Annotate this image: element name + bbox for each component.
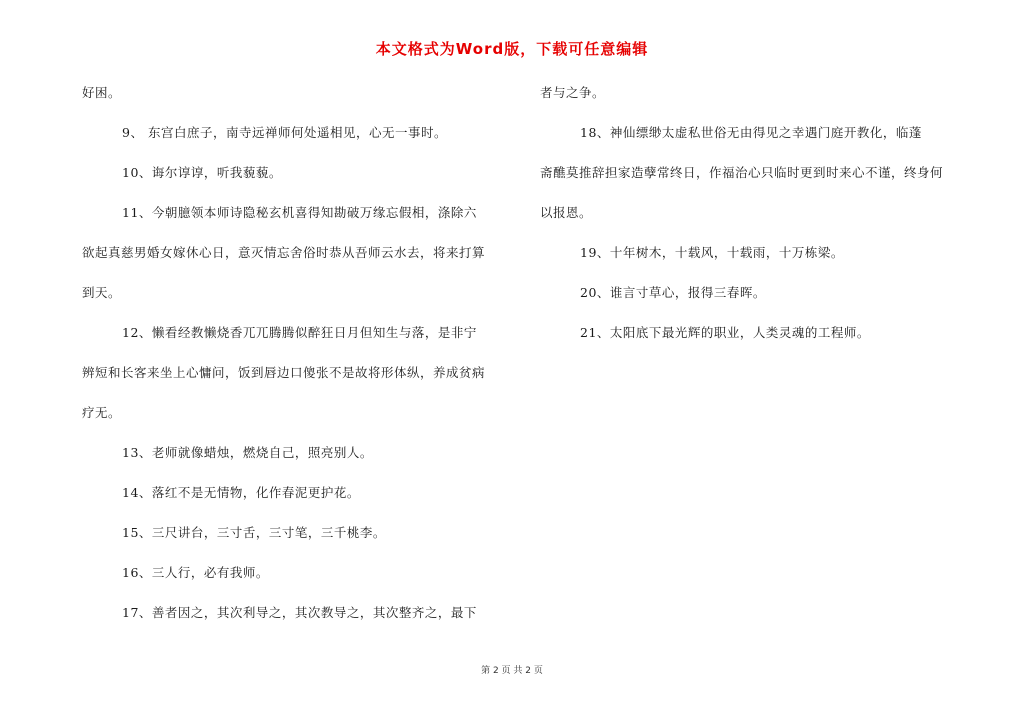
text-line [540,123,960,163]
text-line [540,243,960,283]
text-line [82,203,512,243]
item-number: 15、 [122,525,152,540]
line-text: 东宫白庶子，南寺远禅师何处遥相见，心无一事时。 [148,125,448,140]
item-number: 19、 [580,245,610,260]
text-line [82,83,512,123]
right-column [540,83,960,363]
text-line [82,483,512,523]
line-text: 以报恩。 [540,205,593,220]
line-text: 落红不是无情物，化作春泥更护花。 [151,485,360,500]
line-text: 疗无。 [82,405,122,420]
item-number: 12、 [122,325,152,340]
item-number: 9、 [122,125,144,140]
line-text: 老师就像蜡烛，燃烧自己，照亮别人。 [151,445,373,460]
text-line [82,523,512,563]
item-number: 16、 [122,565,152,580]
page-footer: 第 2 页 共 2 页 [481,666,543,676]
line-text: 到天。 [82,285,122,300]
text-line [540,203,960,243]
line-text: 神仙缥缈太虚私世俗无由得见之幸遇门庭开教化，临蓬 [609,125,922,140]
line-text: 三人行，必有我师。 [151,565,269,580]
line-text: 今朝臆领本师诗隐秘玄机喜得知勘破万缘忘假相，涤除六 [151,205,477,220]
item-number: 11、 [122,205,152,220]
text-line [82,123,512,163]
text-line [540,83,960,123]
line-text: 善者因之，其次利导之，其次教导之，其次整齐之，最下 [151,605,477,620]
line-text: 斋醮莫推辞担家造孽常终日，作福治心只临时更到时来心不谨，终身何 [540,165,944,180]
item-number: 13、 [122,445,152,460]
line-text: 三尺讲台，三寸舌，三寸笔，三千桃李。 [151,525,386,540]
word-format-banner: 本文格式为Word版，下载可任意编辑 [375,40,649,58]
line-text: 诲尔谆谆，听我藐藐。 [151,165,282,180]
item-number: 17、 [122,605,152,620]
line-text: 懒看经教懒烧香兀兀腾腾似醉狂日月但知生与落，是非宁 [151,325,477,340]
text-line [540,283,960,323]
line-text: 好困。 [82,85,122,100]
text-line [82,363,512,403]
item-number: 10、 [122,165,152,180]
text-line [82,443,512,483]
line-text: 辨短和长客来坐上心慵问，饭到唇边口傻张不是故将形体纵，养成贫病 [82,365,486,380]
text-line [82,403,512,443]
left-column [82,83,512,643]
line-text: 太阳底下最光辉的职业，人类灵魂的工程师。 [609,325,870,340]
text-line [540,323,960,363]
text-line [82,323,512,363]
item-number: 21、 [580,325,610,340]
line-text: 者与之争。 [540,85,606,100]
text-line [82,603,512,643]
item-number: 20、 [580,285,610,300]
item-number: 14、 [122,485,152,500]
line-text: 谁言寸草心，报得三春晖。 [609,285,766,300]
text-line [82,163,512,203]
line-text: 欲起真慈男婚女嫁休心日，意灭情忘舍俗时恭从吾师云水去，将来打算 [82,245,486,260]
text-line [540,163,960,203]
line-text: 十年树木，十载风，十载雨，十万栋梁。 [609,245,844,260]
text-line [82,563,512,603]
text-line [82,243,512,283]
text-line [82,283,512,323]
item-number: 18、 [580,125,610,140]
